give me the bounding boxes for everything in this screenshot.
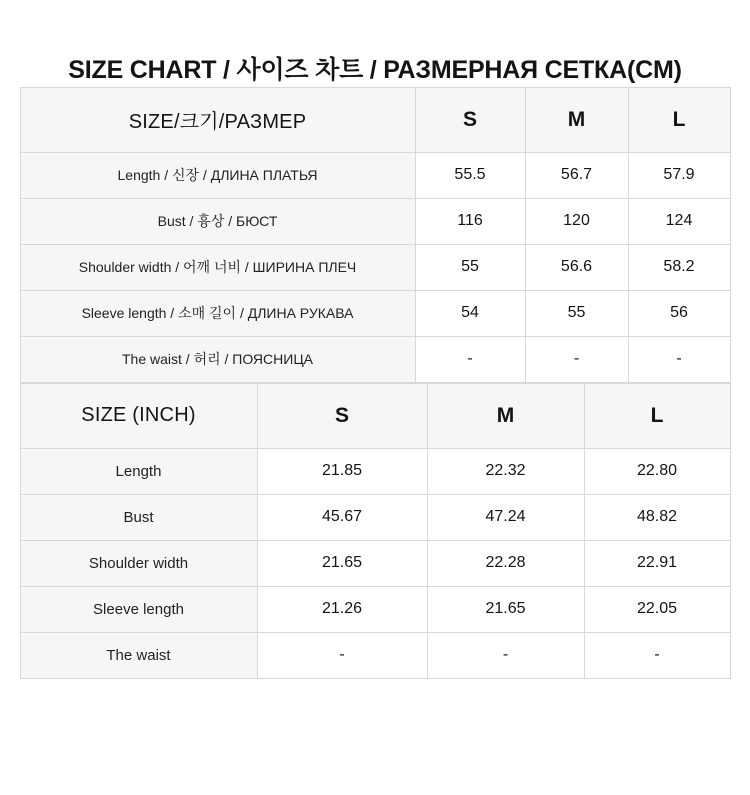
inch-row-label-length: Length (20, 448, 257, 494)
cm-row-label-shoulder-width: Shoulder width / 어깨 너비 / ШИРИНА ПЛЕЧ (20, 244, 415, 290)
cm-row-label-the-waist: The waist / 허리 / ПОЯСНИЦА (20, 336, 415, 382)
table-row (20, 336, 730, 382)
size-table-cm (20, 87, 731, 383)
size-table-inch (20, 383, 731, 679)
inch-row-label-bust: Bust (20, 494, 257, 540)
cm-cell-sleeve-length-m: 55 (525, 290, 628, 336)
size-table-cm-body (20, 152, 730, 382)
inch-cell-the-waist-m: - (427, 632, 584, 678)
inch-row-label-the-waist: The waist (20, 632, 257, 678)
cm-header-size-l: L (628, 87, 730, 152)
cm-cell-sleeve-length-l: 56 (628, 290, 730, 336)
inch-header-size-l: L (584, 383, 730, 448)
inch-header-size-m: M (427, 383, 584, 448)
cm-cell-bust-m: 120 (525, 198, 628, 244)
inch-cell-bust-m: 47.24 (427, 494, 584, 540)
table-row (20, 152, 730, 198)
inch-cell-the-waist-l: - (584, 632, 730, 678)
inch-header-label: SIZE (INCH) (20, 383, 257, 448)
inch-cell-shoulder-width-l: 22.91 (584, 540, 730, 586)
cm-cell-length-m: 56.7 (525, 152, 628, 198)
cm-cell-shoulder-width-l: 58.2 (628, 244, 730, 290)
table-row (20, 632, 730, 678)
cm-header-size-s: S (415, 87, 525, 152)
cm-cell-shoulder-width-s: 55 (415, 244, 525, 290)
inch-cell-shoulder-width-s: 21.65 (257, 540, 427, 586)
size-table-inch-body (20, 448, 730, 678)
size-table-cm-header (20, 87, 730, 152)
inch-header-size-s: S (257, 383, 427, 448)
inch-cell-the-waist-s: - (257, 632, 427, 678)
inch-cell-sleeve-length-l: 22.05 (584, 586, 730, 632)
cm-header-size-m: M (525, 87, 628, 152)
cm-cell-sleeve-length-s: 54 (415, 290, 525, 336)
inch-cell-length-m: 22.32 (427, 448, 584, 494)
cm-cell-the-waist-m: - (525, 336, 628, 382)
inch-row-label-sleeve-length: Sleeve length (20, 586, 257, 632)
cm-header-label: SIZE/크기/РАЗМЕР (20, 87, 415, 152)
inch-cell-bust-l: 48.82 (584, 494, 730, 540)
inch-cell-bust-s: 45.67 (257, 494, 427, 540)
cm-cell-the-waist-l: - (628, 336, 730, 382)
cm-cell-shoulder-width-m: 56.6 (525, 244, 628, 290)
inch-cell-sleeve-length-m: 21.65 (427, 586, 584, 632)
table-row (20, 244, 730, 290)
inch-cell-sleeve-length-s: 21.26 (257, 586, 427, 632)
size-table-inch-header (20, 383, 730, 448)
table-row (20, 448, 730, 494)
cm-row-label-sleeve-length: Sleeve length / 소매 길이 / ДЛИНА РУКАВА (20, 290, 415, 336)
page-title: SIZE CHART / 사이즈 차트 / РАЗМЕРНАЯ СЕТКА(CM) (68, 56, 682, 84)
table-row (20, 290, 730, 336)
cm-cell-length-l: 57.9 (628, 152, 730, 198)
inch-cell-length-s: 21.85 (257, 448, 427, 494)
cm-cell-the-waist-s: - (415, 336, 525, 382)
table-row (20, 540, 730, 586)
table-row (20, 494, 730, 540)
table-row (20, 586, 730, 632)
cm-cell-bust-l: 124 (628, 198, 730, 244)
inch-cell-length-l: 22.80 (584, 448, 730, 494)
cm-row-label-length: Length / 신장 / ДЛИНА ПЛАТЬЯ (20, 152, 415, 198)
table-row (20, 198, 730, 244)
cm-cell-length-s: 55.5 (415, 152, 525, 198)
cm-row-label-bust: Bust / 흉상 / БЮСТ (20, 198, 415, 244)
inch-cell-shoulder-width-m: 22.28 (427, 540, 584, 586)
cm-cell-bust-s: 116 (415, 198, 525, 244)
table-row (20, 383, 730, 448)
inch-row-label-shoulder-width: Shoulder width (20, 540, 257, 586)
table-row (20, 87, 730, 152)
